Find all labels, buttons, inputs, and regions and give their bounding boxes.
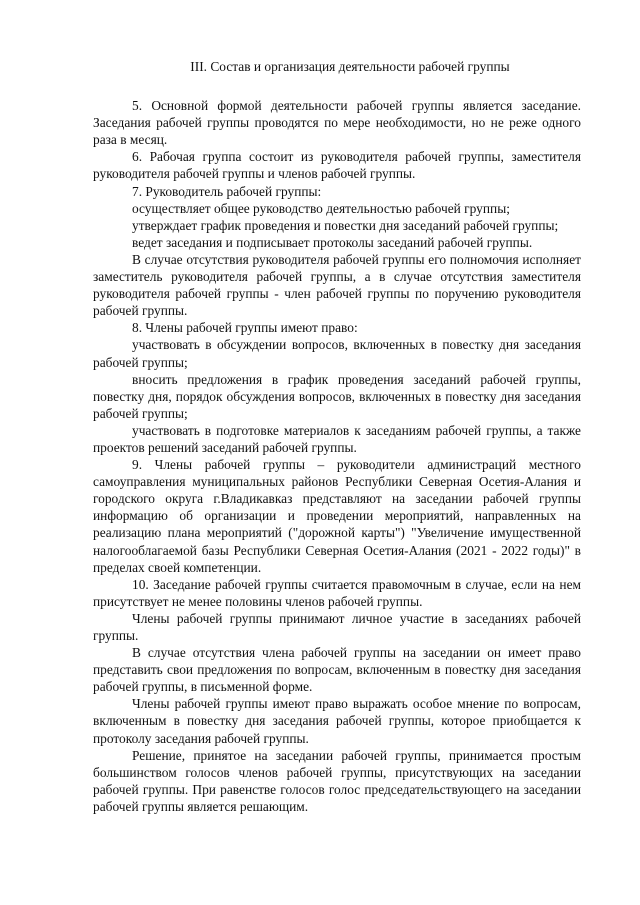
document-page: [93, 58, 581, 815]
paragraph-10-dissenting-opinion: Члены рабочей группы имеют право выражать особое мнение по вопросам, включенным в повестку дня заседания рабочей группы, которое приобщается к протоколу заседания рабочей группы.: [93, 696, 581, 746]
paragraph-6: 6. Рабочая группа состоит из руководителя рабочей группы, заместителя руководителя рабочей группы и членов рабочей группы.: [93, 149, 581, 182]
paragraph-10-personal-participation: Члены рабочей группы принимают личное участие в заседаниях рабочей группы.: [93, 610, 581, 643]
paragraph-8-item-1: участвовать в обсуждении вопросов, включенных в повестку дня заседания рабочей группы;: [93, 337, 581, 370]
paragraph-7-item-2: утверждает график проведения и повестки дня заседаний рабочей группы;: [132, 217, 559, 233]
section-heading: III. Состав и организация деятельности рабочей группы: [190, 59, 510, 74]
paragraph-8-item-2: вносить предложения в график проведения заседаний рабочей группы, повестку дня, порядок обсуждения вопросов, включенных в повестку дня заседания рабочей группы;: [93, 371, 581, 421]
paragraph-7: 7. Руководитель рабочей группы:: [132, 183, 322, 199]
paragraph-8: 8. Члены рабочей группы имеют право:: [132, 320, 358, 336]
paragraph-9: 9. Члены рабочей группы – руководители администраций местного самоуправления муниципальных районов Республики Северная Осетия-Алания и городского округа г.Владикавказ представляют на заседании рабочей группы информацию об организации и проведении мероприятий, направленных на реализацию плана мероприятий ("дорожной карты") "Увеличение имущественной налогооблагаемой базы Республики Северная Осетия-Алания (2021 - 2022 годы)" в пределах своей компетенции.: [93, 457, 581, 575]
paragraph-10: 10. Заседание рабочей группы считается правомочным в случае, если на нем присутствует не менее половины членов рабочей группы.: [93, 576, 581, 609]
paragraph-7-absence: В случае отсутствия руководителя рабочей группы его полномочия исполняет заместитель руководителя рабочей группы, а в случае отсутствия заместителя руководителя рабочей группы - член рабочей группы по поручению руководителя рабочей группы.: [93, 251, 581, 319]
paragraph-10-decision: Решение, принятое на заседании рабочей группы, принимается простым большинством голосов членов рабочей группы, присутствующих на заседании рабочей группы. При равенстве голосов голос председательствующего на заседании рабочей группы является решающим.: [93, 747, 581, 814]
paragraph-10-written-proposals: В случае отсутствия члена рабочей группы на заседании он имеет право представить свои предложения по вопросам, включенным в повестку дня заседания рабочей группы, в письменной форме.: [93, 645, 581, 695]
paragraph-7-item-1: осуществляет общее руководство деятельностью рабочей группы;: [132, 200, 510, 216]
paragraph-7-item-3: ведет заседания и подписывает протоколы заседаний рабочей группы.: [132, 234, 533, 250]
paragraph-5: 5. Основной формой деятельности рабочей группы является заседание. Заседания рабочей группы проводятся по мере необходимости, но не реже одного раза в месяц.: [93, 98, 581, 148]
paragraph-8-item-3: участвовать в подготовке материалов к заседаниям рабочей группы, а также проектов решений заседаний рабочей группы.: [93, 422, 581, 455]
